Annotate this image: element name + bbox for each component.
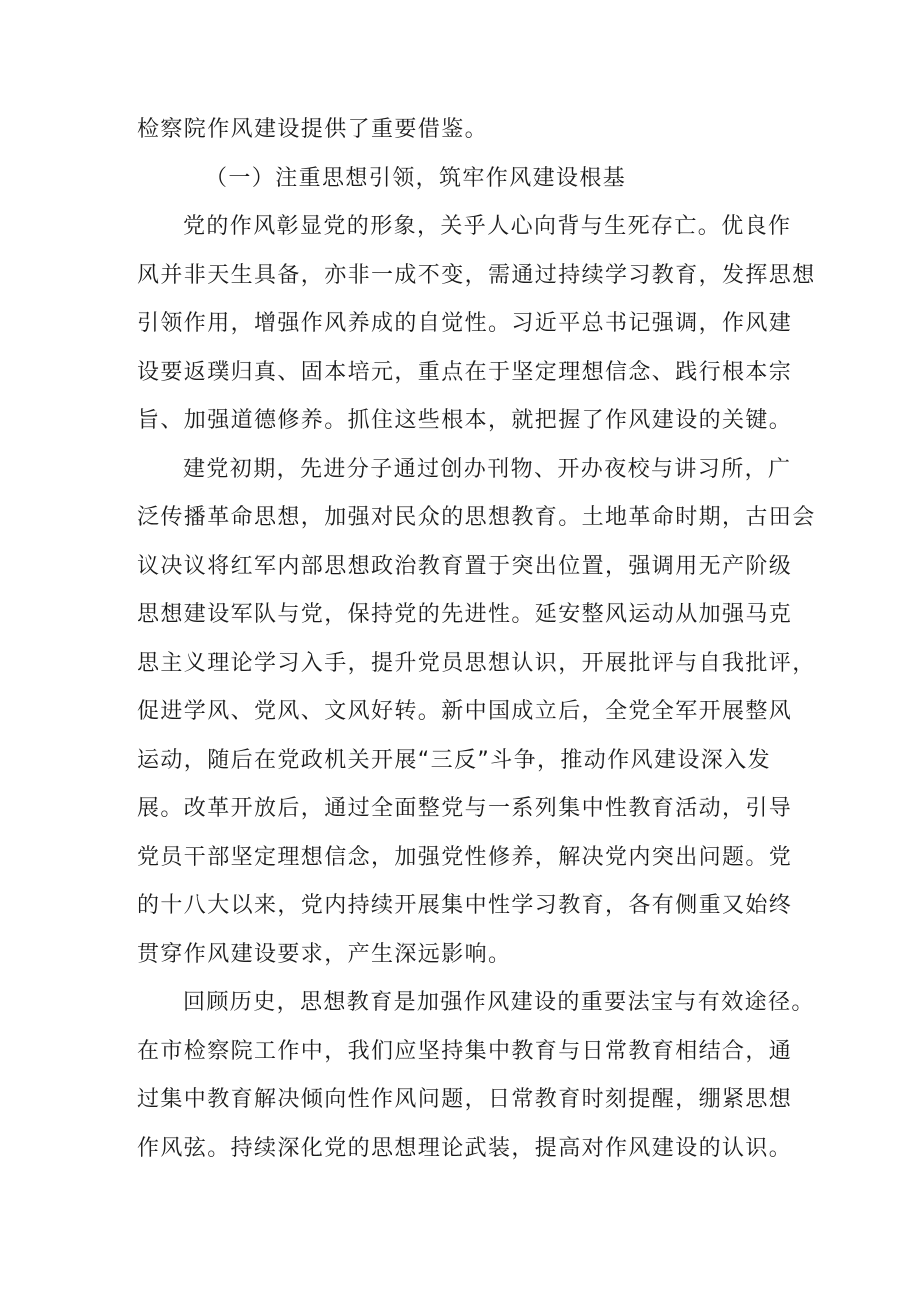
text-line: 思主义理论学习入手，提升党员思想认识，开展批评与自我批评，: [137, 650, 816, 676]
text-line: 促进学风、党风、文风好转。新中国成立后，全党全军开展整风: [137, 699, 793, 724]
text-line: 运动，随后在党政机关开展“三反”斗争，推动作风建设深入发: [137, 747, 771, 773]
text-line: 的十八大以来，党内持续开展集中性学习教育，各有侧重又始终: [137, 893, 793, 918]
text-line: 旨、加强道德修养。抓住这些根本，就把握了作风建设的关键。: [137, 408, 793, 433]
text-line: 展。改革开放后，通过全面整党与一系列集中性教育活动，引导: [137, 796, 793, 821]
text-line: 设要返璞归真、固本培元，重点在于坚定理想信念、践行根本宗: [137, 359, 793, 385]
text-line: 泛传播革命思想，加强对民众的思想教育。土地革命时期，古田会: [137, 505, 816, 530]
text-line: 检察院作风建设提供了重要借鉴。: [137, 117, 489, 142]
document-body: [137, 106, 816, 1173]
text-line: 引领作用，增强作风养成的自觉性。习近平总书记强调，作风建: [137, 311, 793, 336]
paragraph-first-line: 回顾历史，思想教育是加强作风建设的重要法宝与有效途径。: [183, 990, 815, 1015]
text-line: 在市检察院工作中，我们应坚持集中教育与日常教育相结合，通: [137, 1038, 793, 1064]
text-line: 党员干部坚定理想信念，加强党性修养，解决党内突出问题。党: [137, 844, 793, 870]
text-line: 贯穿作风建设要求，产生深远影响。: [137, 941, 512, 967]
text-line: 思想建设军队与党，保持党的先进性。延安整风运动从加强马克: [137, 602, 793, 627]
section-heading: （一）注重思想引领，筑牢作风建设根基: [205, 165, 627, 191]
text-line: 作风弦。持续深化党的思想理论武装，提高对作风建设的认识。: [137, 1135, 793, 1161]
paragraph-first-line: 党的作风彰显党的形象，关乎人心向背与生死存亡。优良作: [183, 214, 792, 239]
text-line: 议决议将红军内部思想政治教育置于突出位置，强调用无产阶级: [137, 553, 793, 579]
paragraph-first-line: 建党初期，先进分子通过创办刊物、开办夜校与讲习所，广: [183, 456, 792, 482]
text-line: 过集中教育解决倾向性作风问题，日常教育时刻提醒，绷紧思想: [137, 1087, 793, 1112]
text-line: 风并非天生具备，亦非一成不变，需通过持续学习教育，发挥思想: [137, 262, 816, 288]
